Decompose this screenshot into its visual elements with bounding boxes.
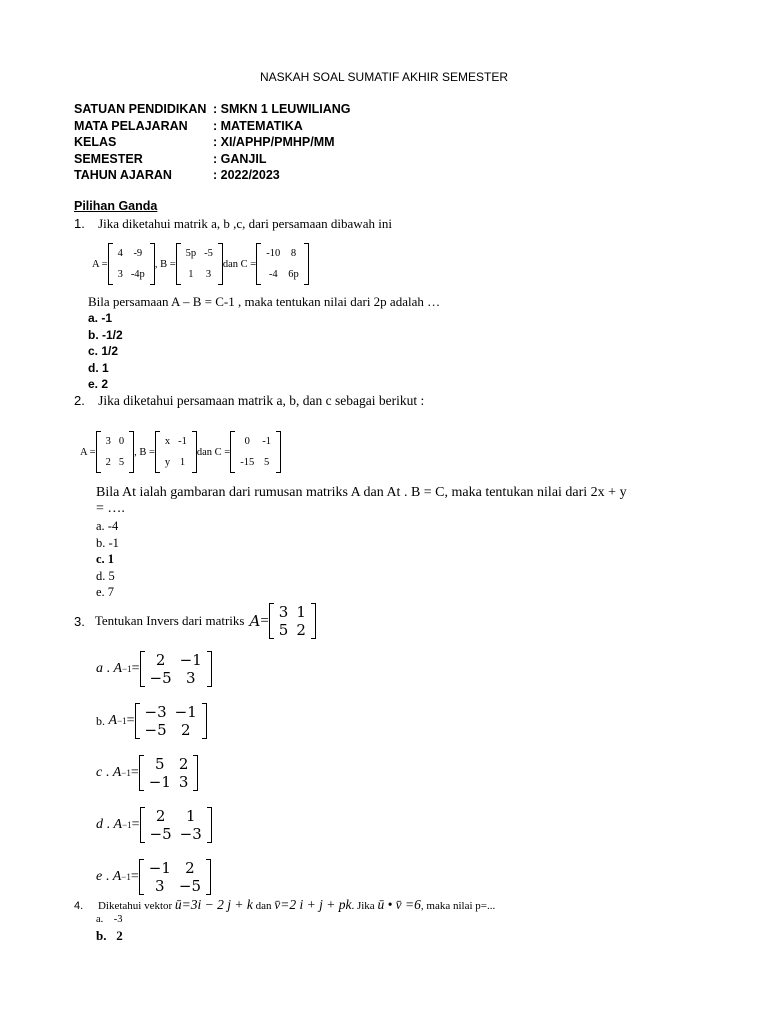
- matrix-cell: 8: [290, 248, 297, 259]
- q2-matrix-equation: [80, 431, 281, 473]
- option: d. 5: [96, 568, 115, 583]
- header-label: TAHUN AJARAN: [74, 168, 172, 182]
- inverse-label: A: [113, 661, 123, 676]
- matrix-cell: -15: [240, 457, 255, 468]
- matrix-cell: −5: [144, 721, 167, 739]
- matrix-cell: 5: [263, 457, 270, 468]
- equals-sign: =: [130, 869, 139, 884]
- section-title: Pilihan Ganda: [74, 199, 158, 213]
- matrix-cell: 6p: [288, 269, 299, 280]
- matrix-cell: −1: [148, 859, 171, 877]
- matrix-cell: -4p: [130, 269, 145, 280]
- header-row: [74, 118, 351, 135]
- q2-prompt-line-2: = ….: [96, 501, 125, 516]
- matrix-a: [96, 431, 135, 473]
- option-separator: .: [102, 869, 113, 884]
- matrix-cell: 2: [180, 721, 191, 739]
- q3-option-d: [96, 807, 212, 843]
- matrix-cell: -9: [133, 248, 143, 259]
- matrix-cell: 3: [155, 877, 165, 895]
- matrix-cell: −3: [144, 703, 167, 721]
- matrix-c-label: dan C =: [222, 258, 257, 270]
- q3-option-e: [96, 859, 211, 895]
- question-1: [74, 216, 392, 232]
- equals-sign: =: [126, 713, 135, 728]
- matrix-cell: 2: [155, 651, 166, 669]
- header-value: : 2022/2023: [213, 168, 280, 182]
- option-matrix: [135, 703, 207, 739]
- matrix-cell: y: [164, 457, 171, 468]
- option: d. 1: [88, 360, 109, 375]
- header-value: : GANJIL: [213, 151, 267, 166]
- matrix-b-label: , B =: [134, 446, 155, 458]
- header-row: [74, 101, 351, 118]
- equals-sign: =: [130, 765, 139, 780]
- question-3: [74, 603, 316, 639]
- option: a. -4: [96, 519, 119, 533]
- matrix-a-label: A =: [80, 446, 96, 458]
- matrix-cell: 1: [185, 807, 196, 825]
- matrix-cell: -4: [268, 269, 278, 280]
- option-letter: a: [96, 661, 103, 676]
- option-matrix: [140, 807, 212, 843]
- matrix-cell: 1: [188, 269, 194, 280]
- matrix-cell: 3: [178, 773, 189, 791]
- inverse-exponent: −1: [121, 768, 131, 778]
- header-label: SEMESTER: [74, 151, 143, 166]
- matrix-cell: −5: [178, 877, 202, 895]
- matrix-c: [230, 431, 281, 473]
- matrix-a-label: A: [249, 612, 261, 630]
- matrix-cell: 3: [117, 269, 123, 280]
- option: c. 1: [96, 552, 115, 566]
- header-row: [74, 167, 351, 184]
- equals-sign: =: [131, 817, 140, 832]
- q3-option-c: [96, 755, 198, 791]
- matrix-cell: −1: [148, 773, 171, 791]
- q3-option-a: [96, 651, 212, 687]
- question-text: Diketahui vektor: [97, 900, 173, 912]
- option: e. 7: [96, 585, 115, 599]
- question-number: 2.: [74, 393, 85, 408]
- matrix-cell: −5: [149, 825, 172, 843]
- matrix-cell: -1: [178, 436, 187, 447]
- matrix-cell: 3: [278, 603, 289, 621]
- matrix-cell: -10: [266, 248, 281, 259]
- matrix-cell: −3: [179, 825, 202, 843]
- inverse-exponent: −1: [117, 716, 127, 726]
- matrix-cell: −1: [174, 703, 197, 721]
- question-text: Jika diketahui matrik a, b ,c, dari persamaan dibawah ini: [98, 216, 392, 231]
- conjunction: dan: [255, 900, 272, 912]
- option-separator: .: [102, 765, 113, 780]
- header-value: : SMKN 1 LEUWILIANG: [213, 102, 351, 116]
- inverse-label: A: [113, 817, 123, 832]
- q1-matrix-equation: [92, 243, 309, 285]
- q1-prompt: Bila persamaan A – B = C-1 , maka tentukan nilai dari 2p adalah …: [88, 294, 441, 309]
- matrix-cell: 3: [105, 436, 111, 447]
- inverse-exponent: −1: [121, 872, 131, 882]
- matrix-cell: 3: [185, 669, 196, 687]
- matrix-a-label: A =: [92, 258, 108, 270]
- inverse-label: A: [112, 869, 122, 884]
- option-matrix: [139, 859, 211, 895]
- matrix-cell: 0: [244, 436, 250, 447]
- question-text: Jika diketahui persamaan matrik a, b, dan c sebagai berikut :: [98, 393, 425, 408]
- option: b. -1/2: [88, 327, 123, 342]
- option: a. -3: [96, 914, 123, 925]
- vector-u-expression: =3i − 2 j + k: [181, 897, 253, 912]
- document-title: NASKAH SOAL SUMATIF AKHIR SEMESTER: [259, 70, 509, 84]
- matrix-c-label: dan C =: [196, 446, 231, 458]
- option-letter: d: [96, 817, 103, 832]
- question-2: [74, 393, 424, 409]
- question-4: [74, 897, 495, 913]
- matrix-cell: 0: [118, 436, 125, 447]
- option-letter: b.: [96, 713, 105, 728]
- question-text: , maka nilai p=...: [420, 900, 496, 912]
- matrix-cell: 4: [117, 248, 123, 259]
- vector-v-expression: =2 i + j + pk: [280, 897, 352, 912]
- dot-product: ū • v̄ =6: [377, 897, 421, 912]
- matrix-cell: 2: [178, 755, 189, 773]
- vector-v: v̄: [274, 897, 281, 912]
- header-value: : XI/APHP/PMHP/MM: [213, 135, 335, 149]
- question-text: Tentukan Invers dari matriks: [94, 613, 245, 628]
- option: a. -1: [88, 311, 113, 325]
- matrix-cell: −1: [179, 651, 202, 669]
- question-text: . Jika: [351, 900, 375, 912]
- header-label: SATUAN PENDIDIKAN: [74, 102, 207, 116]
- matrix-a: [269, 603, 316, 639]
- matrix-a: [108, 243, 155, 285]
- inverse-label: A: [112, 765, 122, 780]
- option: b. -1: [96, 535, 119, 550]
- option-letter: e: [96, 869, 103, 884]
- matrix-cell: 2: [105, 457, 111, 468]
- option-separator: .: [103, 661, 114, 676]
- document-header: [74, 101, 351, 184]
- option: b. 2: [96, 928, 123, 943]
- option: e. 2: [88, 377, 109, 391]
- matrix-cell: 1: [296, 603, 306, 621]
- matrix-cell: -1: [262, 436, 271, 447]
- equals-sign: =: [131, 661, 140, 676]
- option: c. 1/2: [88, 344, 119, 358]
- matrix-cell: x: [164, 436, 171, 447]
- header-row: [74, 134, 351, 151]
- q2-prompt-line-1: Bila At ialah gambaran dari rumusan matriks A dan At . B = C, maka tentukan nilai dari 2x + y: [96, 485, 627, 500]
- matrix-cell: 5p: [185, 248, 197, 259]
- matrix-cell: 1: [179, 457, 186, 468]
- matrix-cell: 2: [296, 621, 306, 639]
- header-label: MATA PELAJARAN: [74, 118, 188, 133]
- matrix-cell: 5: [155, 755, 165, 773]
- matrix-b-label: , B =: [154, 258, 176, 270]
- matrix-cell: −5: [149, 669, 172, 687]
- question-number: 3.: [74, 613, 85, 629]
- matrix-cell: 5: [118, 457, 125, 468]
- vector-u: ū: [174, 897, 182, 912]
- q3-option-b: [96, 703, 207, 739]
- header-row: [74, 151, 351, 168]
- header-label: KELAS: [74, 135, 117, 149]
- q2-options: [96, 518, 119, 601]
- option-matrix: [139, 755, 199, 791]
- option-matrix: [140, 651, 212, 687]
- matrix-cell: 3: [205, 269, 212, 280]
- question-number: 4.: [74, 900, 84, 912]
- matrix-cell: -5: [204, 248, 213, 259]
- header-value: : MATEMATIKA: [213, 118, 303, 133]
- matrix-cell: 2: [155, 807, 166, 825]
- option-letter: c: [96, 765, 103, 780]
- q1-options: [88, 310, 123, 393]
- matrix-cell: 2: [185, 859, 195, 877]
- matrix-c: [256, 243, 309, 285]
- matrix-cell: 5: [278, 621, 289, 639]
- matrix-b: [155, 431, 197, 473]
- inverse-label: A: [108, 713, 118, 728]
- inverse-exponent: −1: [122, 664, 132, 674]
- question-number: 1.: [74, 216, 85, 231]
- option-separator: .: [103, 817, 114, 832]
- equals-sign: =: [260, 612, 269, 629]
- matrix-b: [176, 243, 223, 285]
- inverse-exponent: −1: [122, 820, 132, 830]
